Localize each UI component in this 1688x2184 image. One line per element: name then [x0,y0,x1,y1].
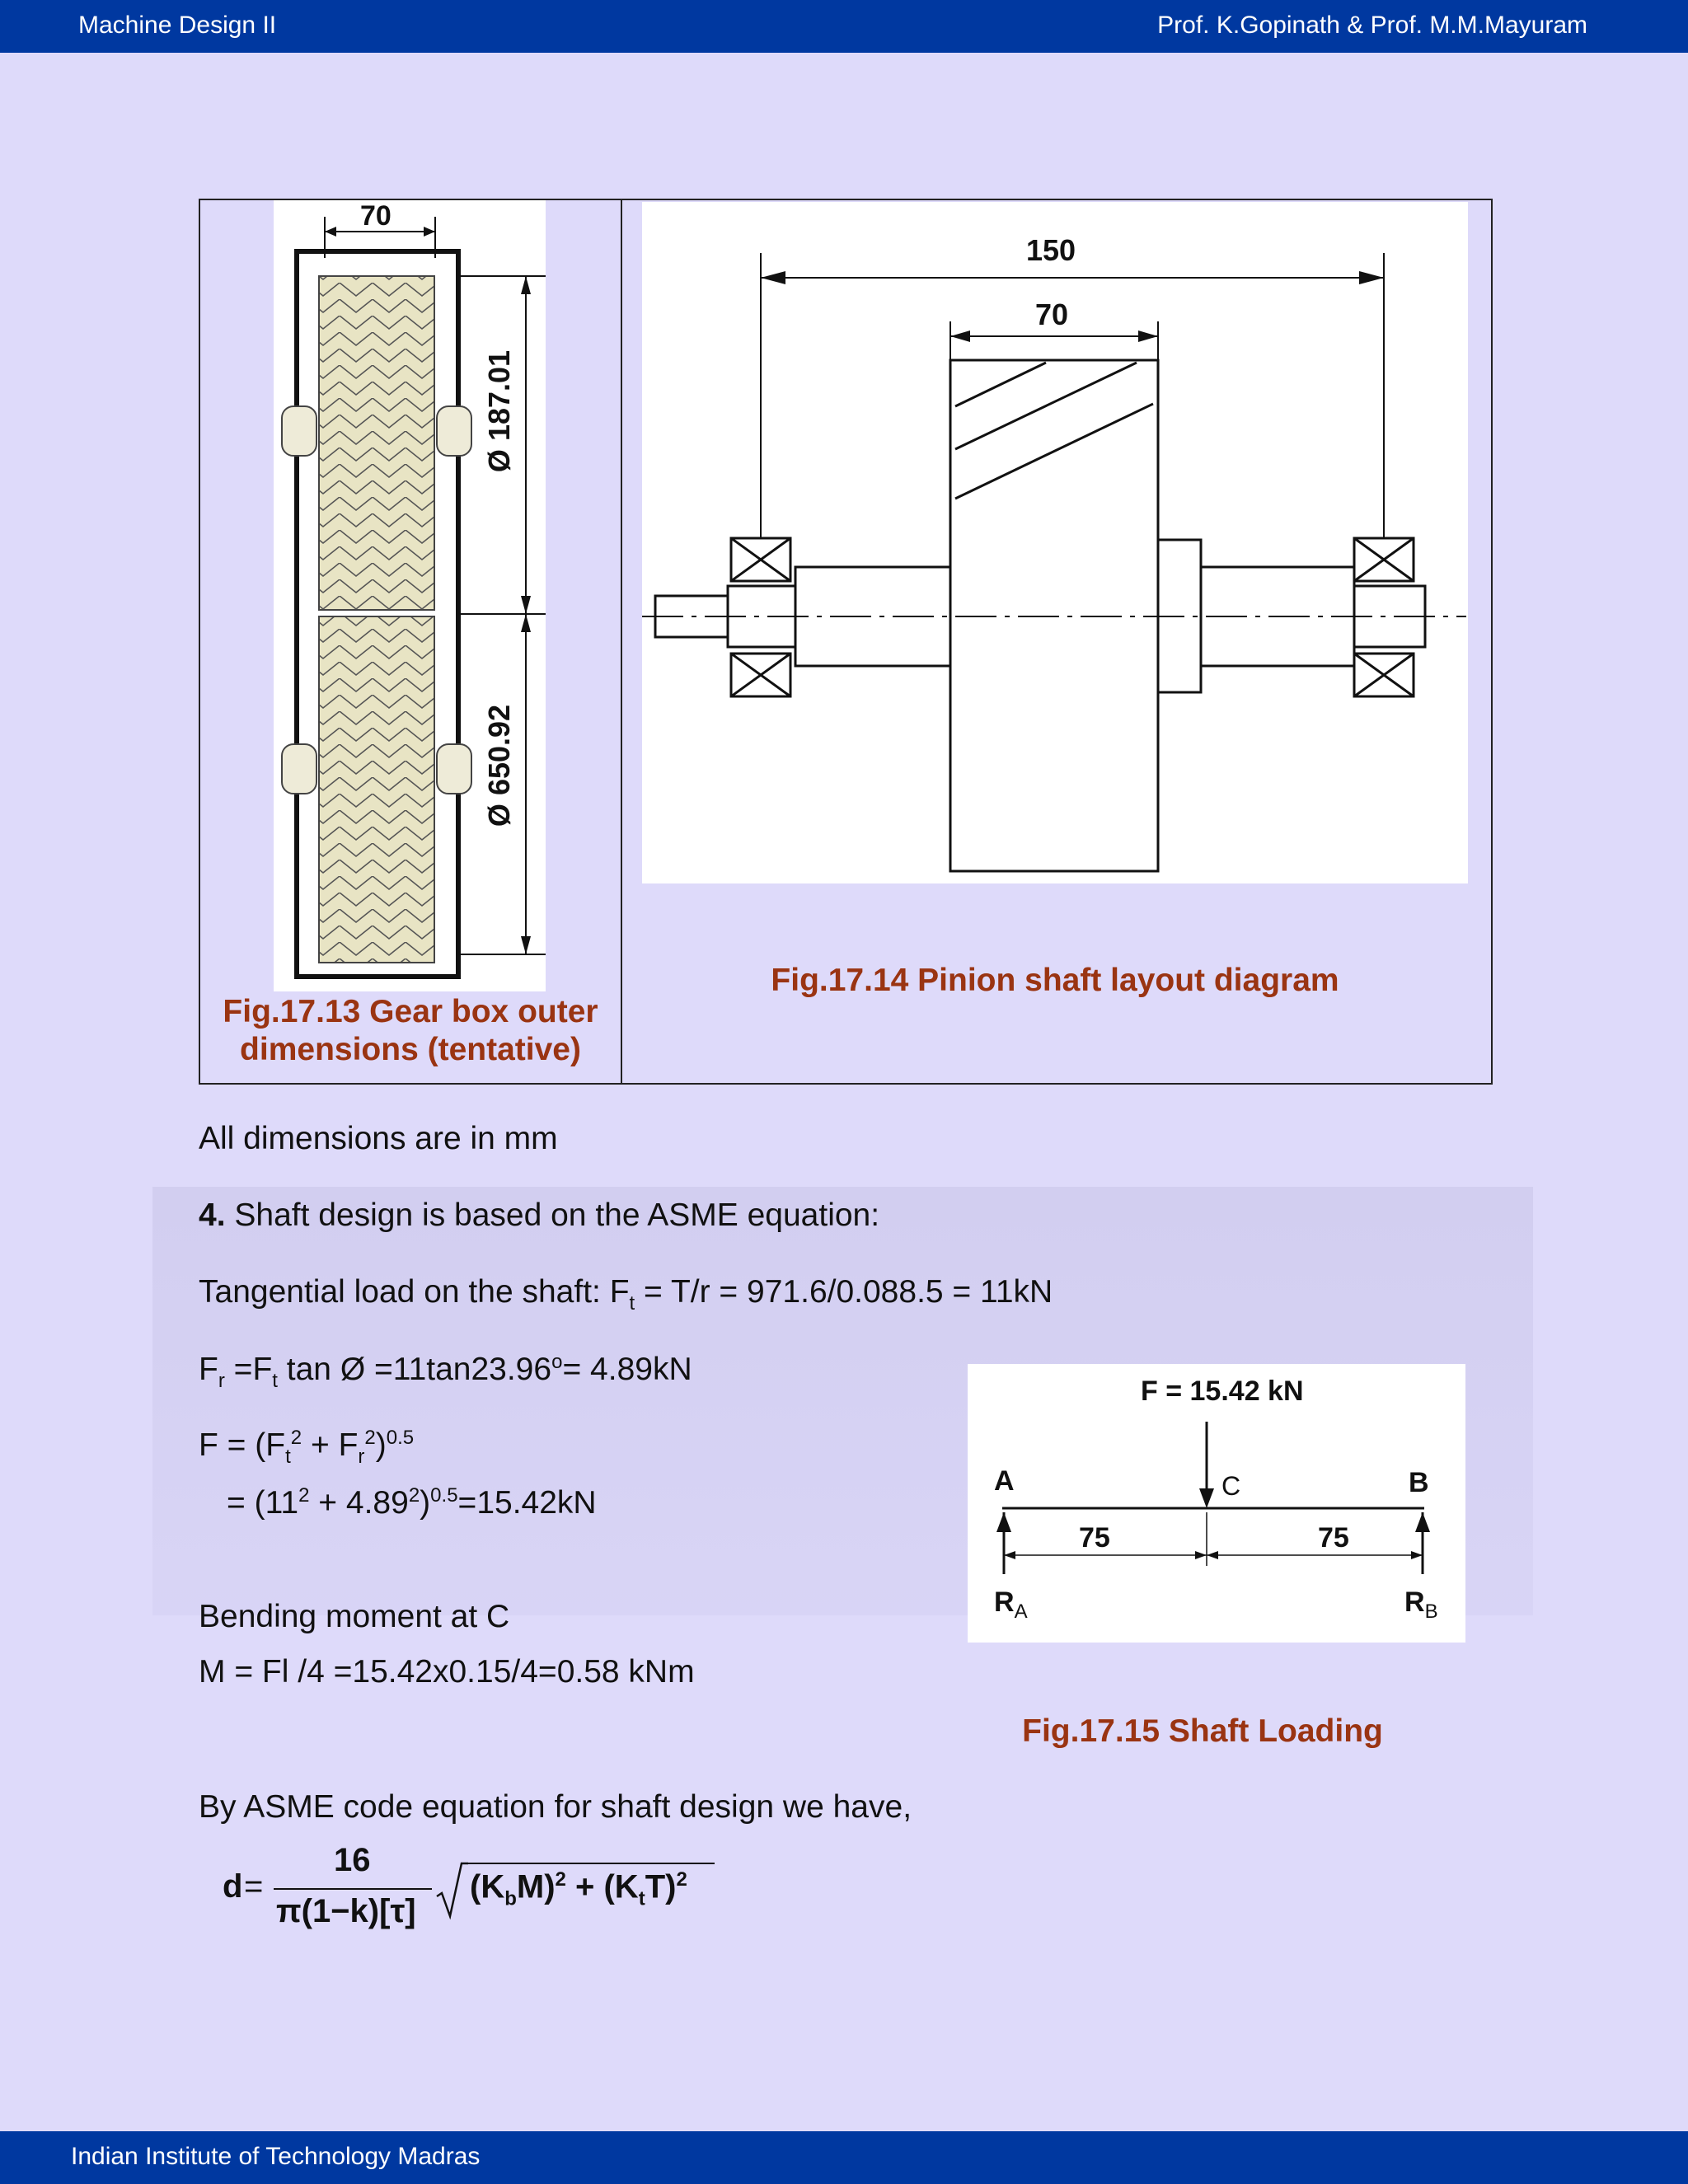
f1-sub1: t [285,1445,291,1468]
fr-sub2: t [272,1369,278,1392]
authors: Prof. K.Gopinath & Prof. M.M.Mayuram [1157,12,1587,39]
point-b: B [1409,1467,1429,1498]
rad-a: (K [470,1868,505,1905]
force-label: F = 15.42 kN [1141,1376,1304,1407]
fig15-caption: Fig.17.15 Shaft Loading [1022,1713,1383,1749]
fr-sup: o [551,1351,563,1373]
gear-dia1-dim: Ø 187.01 [482,349,517,473]
eq-denominator: π(1−k)[τ] [276,1893,416,1929]
rad-c: M) [516,1868,556,1905]
institute-name: Indian Institute of Technology Madras [71,2143,481,2170]
f2-sup2: 2 [408,1484,420,1507]
rad-f: t [638,1887,645,1910]
f2-d: =15.42kN [457,1485,597,1521]
rad-e: + (K [565,1868,639,1905]
fr-sub1: r [218,1369,225,1392]
f2-a: = (11 [227,1485,299,1521]
pinion-inner-dim: 70 [1035,298,1069,331]
tl-b: = T/r = 971.6/0.088.5 = 11kN [635,1274,1053,1310]
span-1: 75 [1079,1522,1110,1554]
rad-d: 2 [555,1868,566,1891]
f1-a: F = (F [199,1427,286,1463]
fr-a: F [199,1352,218,1387]
tangential-load [199,1274,1053,1315]
eq-fraction-bar [274,1888,432,1890]
page-header [0,0,1688,53]
ra-sub: A [1014,1600,1028,1623]
shaft-loading-panel [968,1364,1465,1643]
rad-b: b [504,1887,517,1910]
fr-c: tan Ø =11tan23.96 [277,1352,552,1387]
page-footer [0,2131,1688,2184]
ra-main: R [994,1586,1015,1618]
rad-h: 2 [676,1868,687,1891]
gear-box-drawing [274,200,546,991]
eq-lhs: d [223,1868,243,1905]
resultant-eq-2 [227,1484,597,1521]
eq-radicand [470,1868,687,1910]
point-a: A [994,1465,1015,1497]
tl-sub: t [629,1291,635,1315]
tl-a: Tangential load on the shaft: F [199,1274,630,1310]
bending-moment-label: Bending moment at C [199,1599,510,1634]
asme-equation [223,1842,717,1941]
f2-sup3: 0.5 [430,1484,458,1507]
eq-numerator: 16 [334,1842,371,1878]
pinion-drawing-panel [642,202,1468,883]
f1-sup2: 2 [364,1427,376,1449]
f1-c: ) [375,1427,387,1463]
span-2: 75 [1318,1522,1349,1554]
f2-sup1: 2 [298,1484,310,1507]
fig14-caption: Fig.17.14 Pinion shaft layout diagram [771,963,1339,998]
fig13-caption-line2: dimensions (tentative) [240,1032,581,1067]
fr-b: =F [224,1352,273,1387]
f2-b: + 4.89 [309,1485,409,1521]
fig13-caption [200,993,621,1069]
reaction-b [1404,1586,1438,1624]
f1-sup3: 0.5 [386,1427,415,1449]
f1-b: + F [302,1427,359,1463]
gear-drawing-panel [274,200,546,991]
figure-divider [621,200,622,1083]
rb-main: R [1404,1586,1425,1618]
item-4-number: 4. [199,1197,226,1233]
radial-load [199,1351,692,1393]
gear-dia2-dim: Ø 650.92 [482,704,517,827]
sqrt-overline [467,1863,715,1864]
sqrt-sign [435,1862,468,1919]
reaction-a [994,1586,1028,1624]
pinion-outer-dim: 150 [1026,233,1076,267]
resultant-eq-1 [199,1427,414,1469]
course-title: Machine Design II [78,12,277,39]
f2-c: ) [420,1485,431,1521]
fig13-caption-line1: Fig.17.13 Gear box outer [223,994,598,1029]
bending-moment-eq: M = Fl /4 =15.42x0.15/4=0.58 kNm [199,1654,695,1690]
eq-sign: = [244,1868,264,1905]
f1-sup1: 2 [290,1427,302,1449]
asme-intro: By ASME code equation for shaft design we have, [199,1789,912,1825]
rb-sub: B [1424,1600,1438,1623]
item-4-text: Shaft design is based on the ASME equation: [225,1197,880,1233]
dims-note: All dimensions are in mm [199,1121,558,1156]
point-c: C [1221,1471,1241,1501]
rad-g: T) [645,1868,677,1905]
gear-width-dim: 70 [360,200,392,232]
f1-sub2: r [358,1445,365,1468]
item-4 [199,1197,879,1234]
fr-d: = 4.89kN [562,1352,692,1387]
